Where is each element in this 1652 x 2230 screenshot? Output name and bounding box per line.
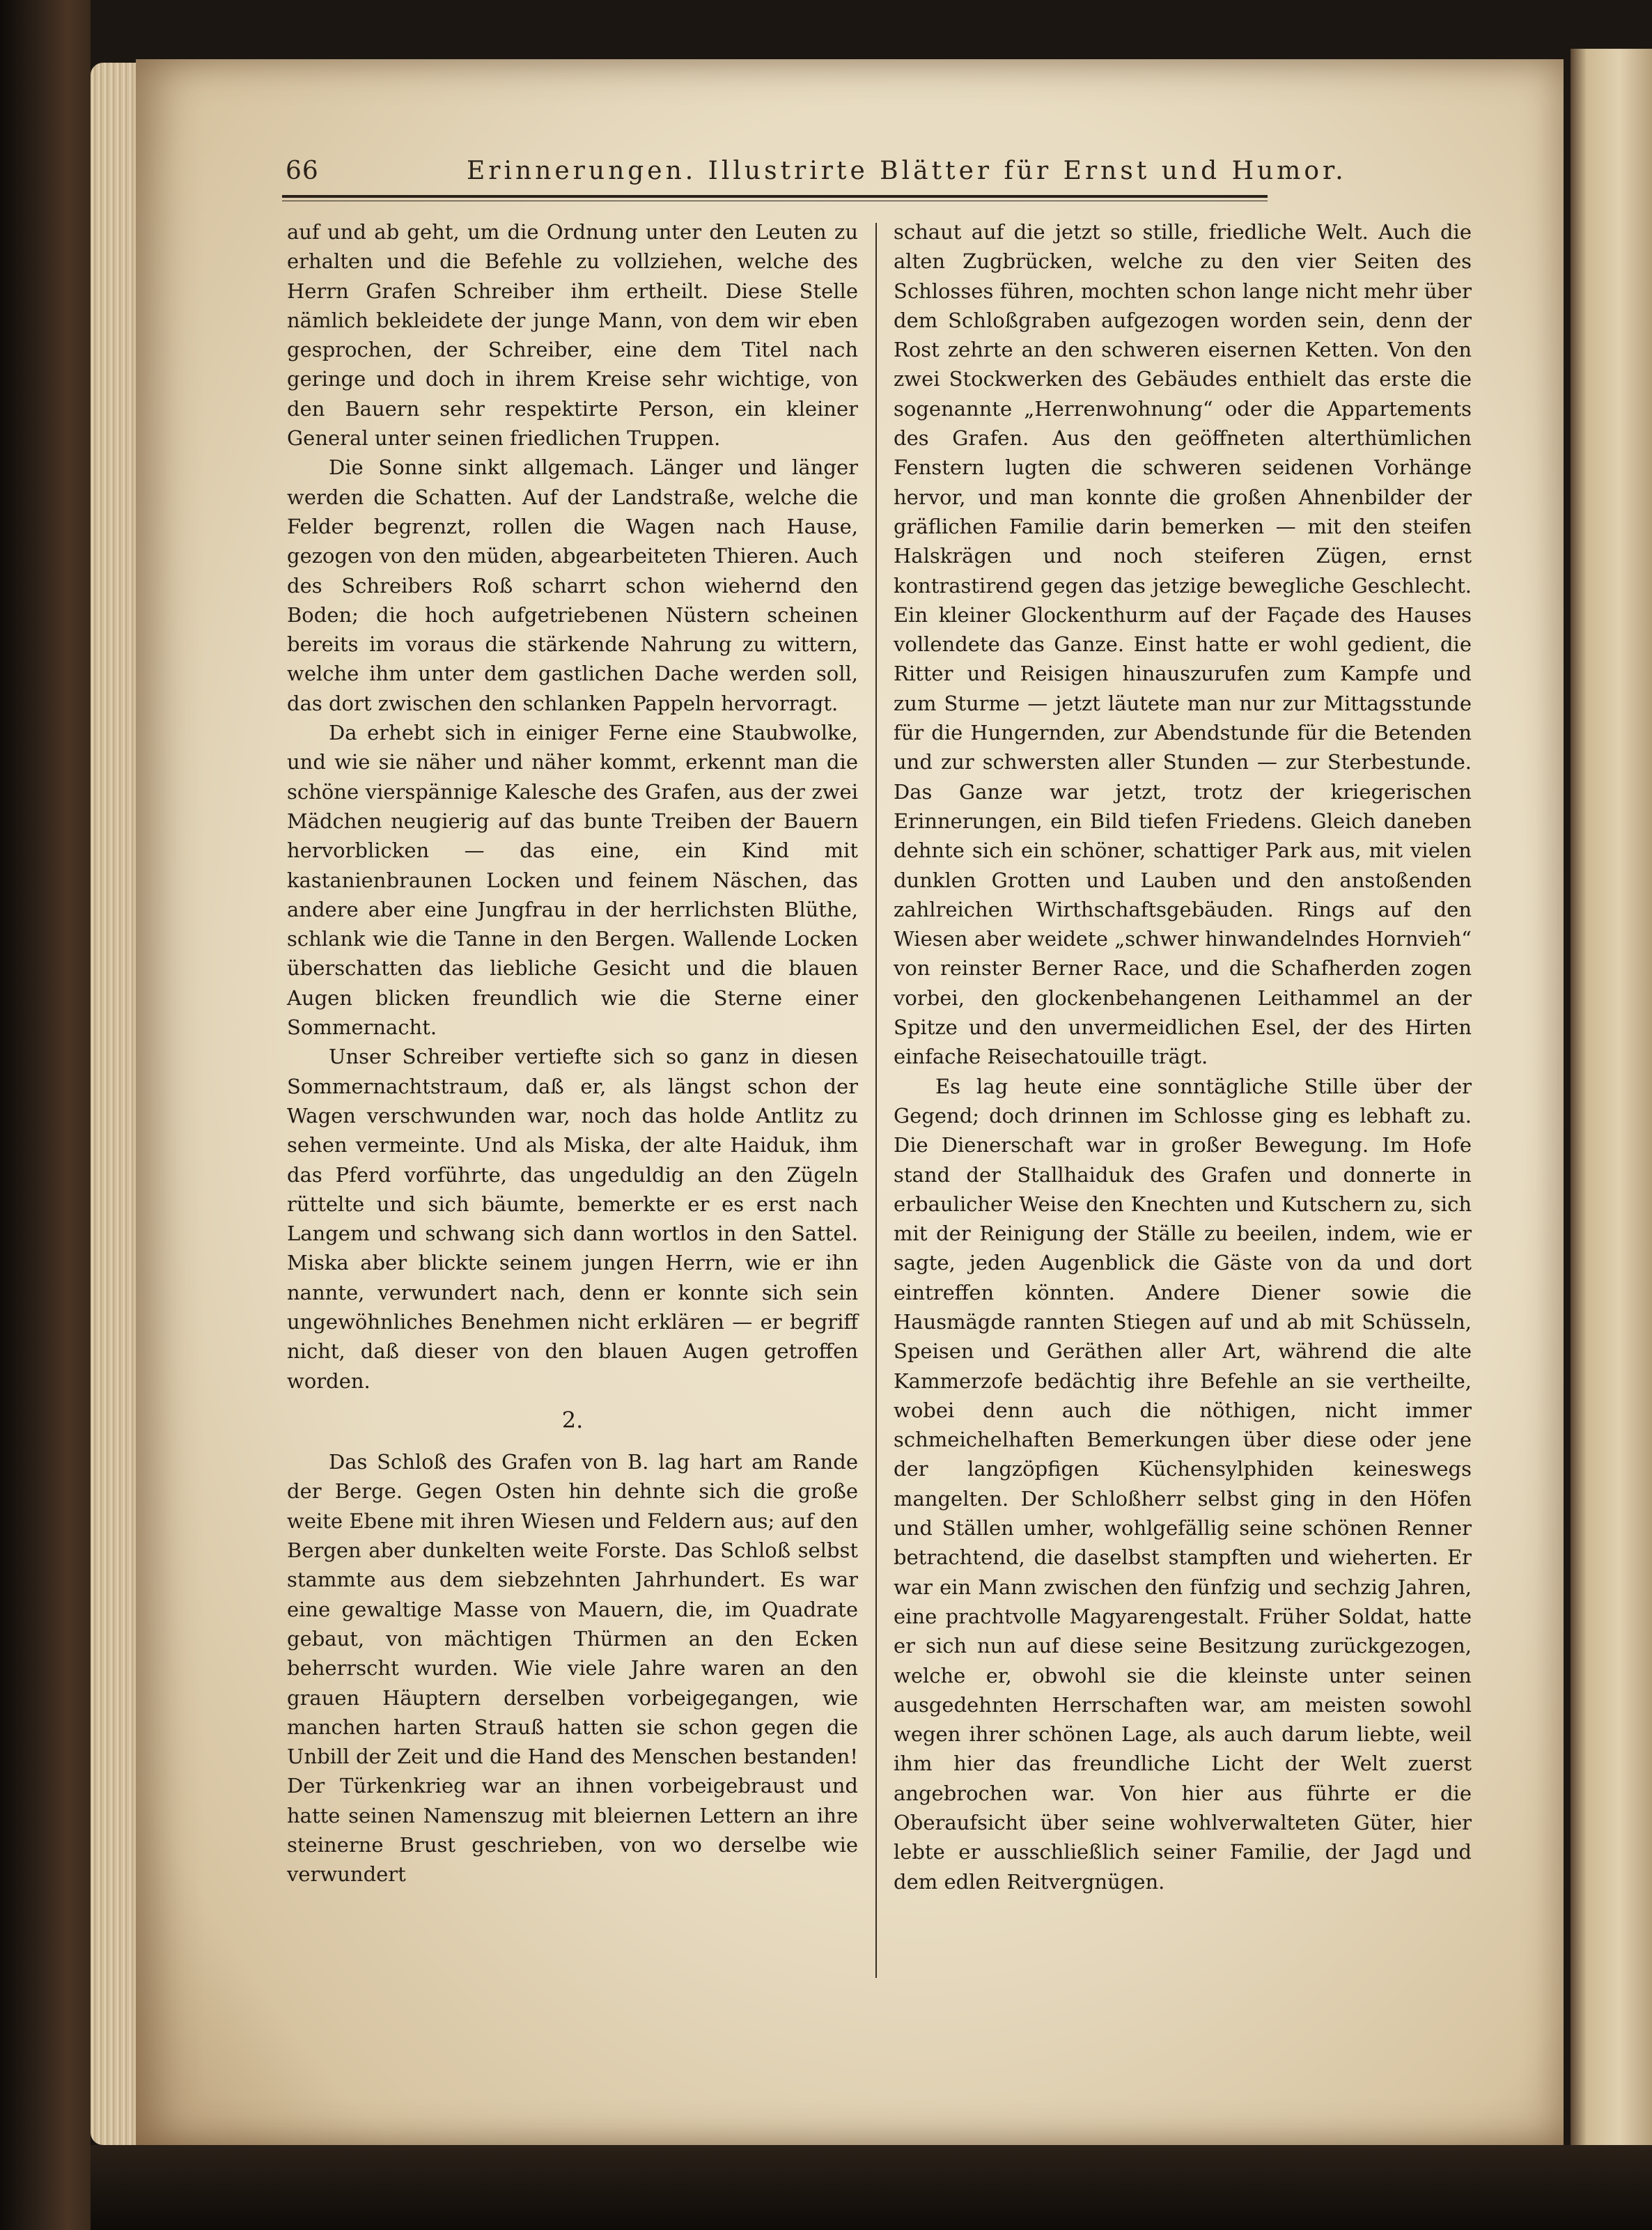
section-number: 2.	[561, 1406, 584, 1433]
paragraph: schaut auf die jetzt so stille, friedliche Welt. Auch die alten Zugbrücken, welche zu den vier Seiten des Schlosses führen, mochten schon lange nicht mehr über dem Schloßgraben aufgezogen worden sein, denn der Rost zehrte an den schweren eisernen Ketten. Von den zwei Stockwerken des Gebäudes enthielt das erste die sogenannte „Herrenwohnung“ oder die Appartements des Grafen. Aus den geöffneten alterthümlichen Fenstern lugten die schweren seidenen Vorhänge hervor, und man konnte die großen Ahnenbilder der gräflichen Familie darin bemerken — mit den steifen Halskrägen und noch steiferen Zügen, ernst kontrastirend gegen das jetzige bewegliche Geschlecht. Ein kleiner Glockenthurm auf der Façade des Hauses vollendete das Ganze. Einst hatte er wohl gedient, die Ritter und Reisigen hinauszurufen zum Kampfe und zum Sturme — jetzt läutete man nur zur Mittagsstunde für die Hungernden, zur Abendstunde für die Betenden und zur schwersten aller Stunden — zur Sterbestunde. Das Ganze war jetzt, trotz der kriegerischen Erinnerungen, ein Bild tiefen Friedens. Gleich daneben dehnte sich ein schöner, schattiger Park aus, mit vielen dunklen Grotten und Lauben und den anstoßenden zahlreichen Wirthschaftsgebäuden. Rings auf den Wiesen aber weidete „schwer hinwandelndes Hornvieh“ von reinster Berner Race, und die Schafherden zogen vorbei, den glockenbehangenen Leithammel an der Spitze und den unvermeidlichen Esel, der des Hirten einfache Reisechatouille trägt.	[894, 220, 1472, 1069]
paragraph: Die Sonne sinkt allgemach. Länger und länger werden die Schatten. Auf der Landstraße, welche die Felder begrenzt, rollen die Wagen nach Hause, gezogen von den müden, abgearbeiteten Thieren. Auch des Schreibers Roß scharrt schon wiehernd den Boden; die hoch aufgetriebenen Nüstern scheinen bereits im voraus die stärkende Nahrung zu wittern, welche ihm unter dem gastlichen Dache werden soll, das dort zwischen den schlanken Pappeln hervorragt.	[287, 455, 858, 715]
running-title: Erinnerungen. Illustrirte Blätter für Ernst und Humor.	[467, 157, 1347, 185]
bottom-shadow	[91, 2145, 1652, 2230]
left-column	[287, 217, 858, 1889]
right-column	[894, 217, 1472, 1896]
header-rule	[282, 195, 1268, 198]
book-spine	[0, 0, 91, 2230]
facing-page-edge	[1571, 49, 1652, 2159]
page-header	[286, 150, 1347, 198]
column-divider	[875, 223, 877, 1978]
paragraph: Es lag heute eine sonntägliche Stille über der Gegend; doch drinnen im Schlosse ging es lebhaft zu. Die Dienerschaft war in großer Bewegung. Im Hofe stand der Stallhaiduk des Grafen und donnerte in erbaulicher Weise den Knechten und Kutschern zu, sich mit der Reinigung der Ställe zu beeilen, indem, wie er sagte, jeden Augenblick die Gäste von da und dort eintreffen könnten. Andere Diener sowie die Hausmägde rannten Stiegen auf und ab mit Schüsseln, Speisen und Geräthen aller Art, während die alte Kammerzofe bedächtig ihre Befehle an sie vertheilte, wobei denn auch die nöthigen, nicht immer schmeichelhaften Bemerkungen über diese oder jene der langzöpfigen Küchensylphiden keineswegs mangelten. Der Schloßherr selbst ging in den Höfen und Ställen umher, wohlgefällig seine schönen Renner betrachtend, die daselbst stampften und wieherten. Er war ein Mann zwischen den fünfzig und sechzig Jahren, eine prachtvolle Magyarengestalt. Früher Soldat, hatte er sich nun auf diese seine Besitzung zurückgezogen, welche er, obwohl sie die kleinste unter seinen ausgedehnten Herrschaften war, am meisten sowohl wegen ihrer schönen Lage, als auch darum liebte, weil ihm hier das freundliche Licht der Welt zuerst angebrochen war. Von hier aus führte er die Oberaufsicht über seine wohlverwalteten Güter, hier lebte er ausschließlich seiner Familie, der Jagd und dem edlen Reitvergnügen.	[894, 1074, 1472, 1894]
paragraph: Das Schloß des Grafen von B. lag hart am Rande der Berge. Gegen Osten hin dehnte sich die große weite Ebene mit ihren Wiesen und Feldern aus; auf den Bergen aber dunkelten weite Forste. Das Schloß selbst stammte aus dem siebzehnten Jahrhundert. Es war eine gewaltige Masse von Mauern, die, im Quadrate gebaut, von mächtigen Thürmen an den Ecken beherrscht wurden. Wie viele Jahre waren an den grauen Häuptern derselben vorbeigegangen, wie manchen harten Strauß hatten sie schon gegen die Unbill der Zeit und die Hand des Menschen bestanden! Der Türkenkrieg war an ihnen vorbeigebraust und hatte seinen Namenszug mit bleiernen Lettern an ihre steinerne Brust geschrieben, von wo derselbe wie verwundert	[287, 1450, 858, 1887]
paragraph: auf und ab geht, um die Ordnung unter den Leuten zu erhalten und die Befehle zu vollziehen, welche des Herrn Grafen Schreiber ihm ertheilt. Diese Stelle nämlich bekleidete der junge Mann, von dem wir eben gesprochen, der Schreiber, eine dem Titel nach geringe und doch in ihrem Kreise sehr wichtige, von den Bauern sehr respektirte Person, ein kleiner General unter seinen friedlichen Truppen.	[287, 220, 858, 451]
paragraph: Da erhebt sich in einiger Ferne eine Staubwolke, und wie sie näher und näher kommt, erkennt man die schöne vierspännige Kalesche des Grafen, aus der zwei Mädchen neugierig auf das bunte Treiben der Bauern hervorblicken — das eine, ein Kind mit kastanienbraunen Locken und feinem Näschen, das andere aber eine Jungfrau in der herrlichsten Blüthe, schlank wie die Tanne in den Bergen. Wallende Locken überschatten das liebliche Gesicht und die blauen Augen blicken freundlich wie die Sterne einer Sommernacht.	[287, 721, 858, 1040]
paragraph: Unser Schreiber vertiefte sich so ganz in diesen Sommernachtstraum, daß er, als längst schon der Wagen verschwunden war, noch das holde Antlitz zu sehen vermeinte. Und als Miska, der alte Haiduk, ihm das Pferd vorführte, das ungeduldig an den Zügeln rüttelte und sich bäumte, bemerkte er es erst nach Langem und schwang sich dann wortlos in den Sattel. Miska aber blickte seinem jungen Herrn, wie er ihn nannte, verwundert nach, denn er konnte sich sein ungewöhnliches Benehmen nicht erklären — er begriff nicht, daß dieser von den blauen Augen getroffen worden.	[287, 1045, 858, 1393]
page-number: 66	[286, 157, 319, 185]
